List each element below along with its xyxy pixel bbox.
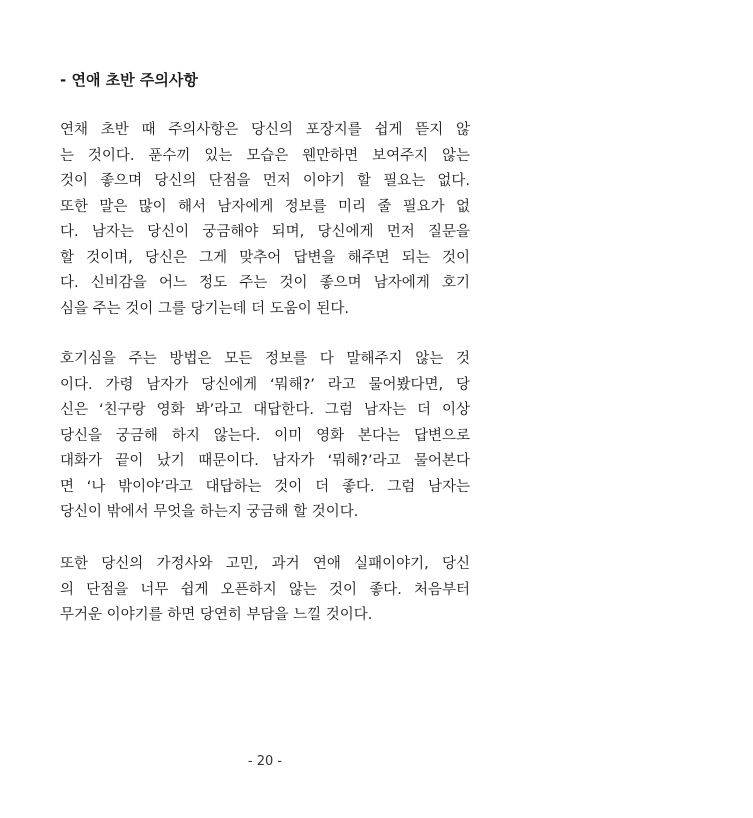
text-line: 다. 남자는 당신이 궁금해야 되며, 당신에게 먼저 질문을 bbox=[60, 224, 470, 240]
paragraph-2 bbox=[60, 347, 470, 526]
text-line: 의 단점을 너무 쉽게 오픈하지 않는 것이 좋다. 처음부터 bbox=[60, 581, 470, 598]
text-line: 심을 주는 것이 그를 당기는데 더 도움이 된다. bbox=[60, 300, 349, 317]
text-line: 이다. 가령 남자가 당신에게 ‘뭐해?’ 라고 물어봤다면, 당 bbox=[60, 376, 470, 393]
text-line: 무거운 이야기를 하면 당연히 부담을 느낄 것이다. bbox=[60, 607, 373, 623]
section-heading: - 연애 초반 주의사항 bbox=[60, 71, 198, 89]
paragraph-3 bbox=[60, 552, 470, 629]
text-line: 또한 당신의 가정사와 고민, 과거 연애 실패이야기, 당신 bbox=[60, 556, 470, 572]
paragraph-1 bbox=[60, 118, 470, 322]
text-line: 당신이 밖에서 무엇을 하는지 궁금해 할 것이다. bbox=[60, 504, 359, 520]
text-line: 당신을 궁금해 하지 않는다. 이미 영화 본다는 답변으로 bbox=[60, 427, 470, 444]
text-line: 면 ‘나 밖이야’라고 대답하는 것이 더 좋다. 그럼 남자는 bbox=[60, 478, 470, 495]
text-line: 할 것이며, 당신은 그게 맞추어 답변을 해주면 되는 것이 bbox=[60, 249, 470, 266]
text-line: 또한 말은 많이 해서 남자에게 정보를 미리 줄 필요가 없 bbox=[60, 198, 470, 215]
page-number: - 20 - bbox=[247, 754, 283, 769]
text-line: 호기심을 주는 방법은 모든 정보를 다 말해주지 않는 것 bbox=[60, 351, 470, 367]
text-line: 다. 신비감을 어느 정도 주는 것이 좋으며 남자에게 호기 bbox=[60, 275, 470, 291]
text-line: 것이 좋으며 당신의 단점을 먼저 이야기 할 필요는 없다. bbox=[60, 173, 470, 189]
text-line: 신은 ‘친구랑 영화 봐’라고 대답한다. 그럼 남자는 더 이상 bbox=[60, 402, 470, 418]
text-line: 대화가 끝이 났기 때문이다. 남자가 ‘뭐해?’라고 물어본다 bbox=[60, 453, 470, 469]
text-line: 는 것이다. 푼수끼 있는 모습은 웬만하면 보여주지 않는 bbox=[60, 147, 470, 164]
text-line: 연채 초반 때 주의사항은 당신의 포장지를 쉽게 뜯지 않 bbox=[60, 122, 470, 138]
